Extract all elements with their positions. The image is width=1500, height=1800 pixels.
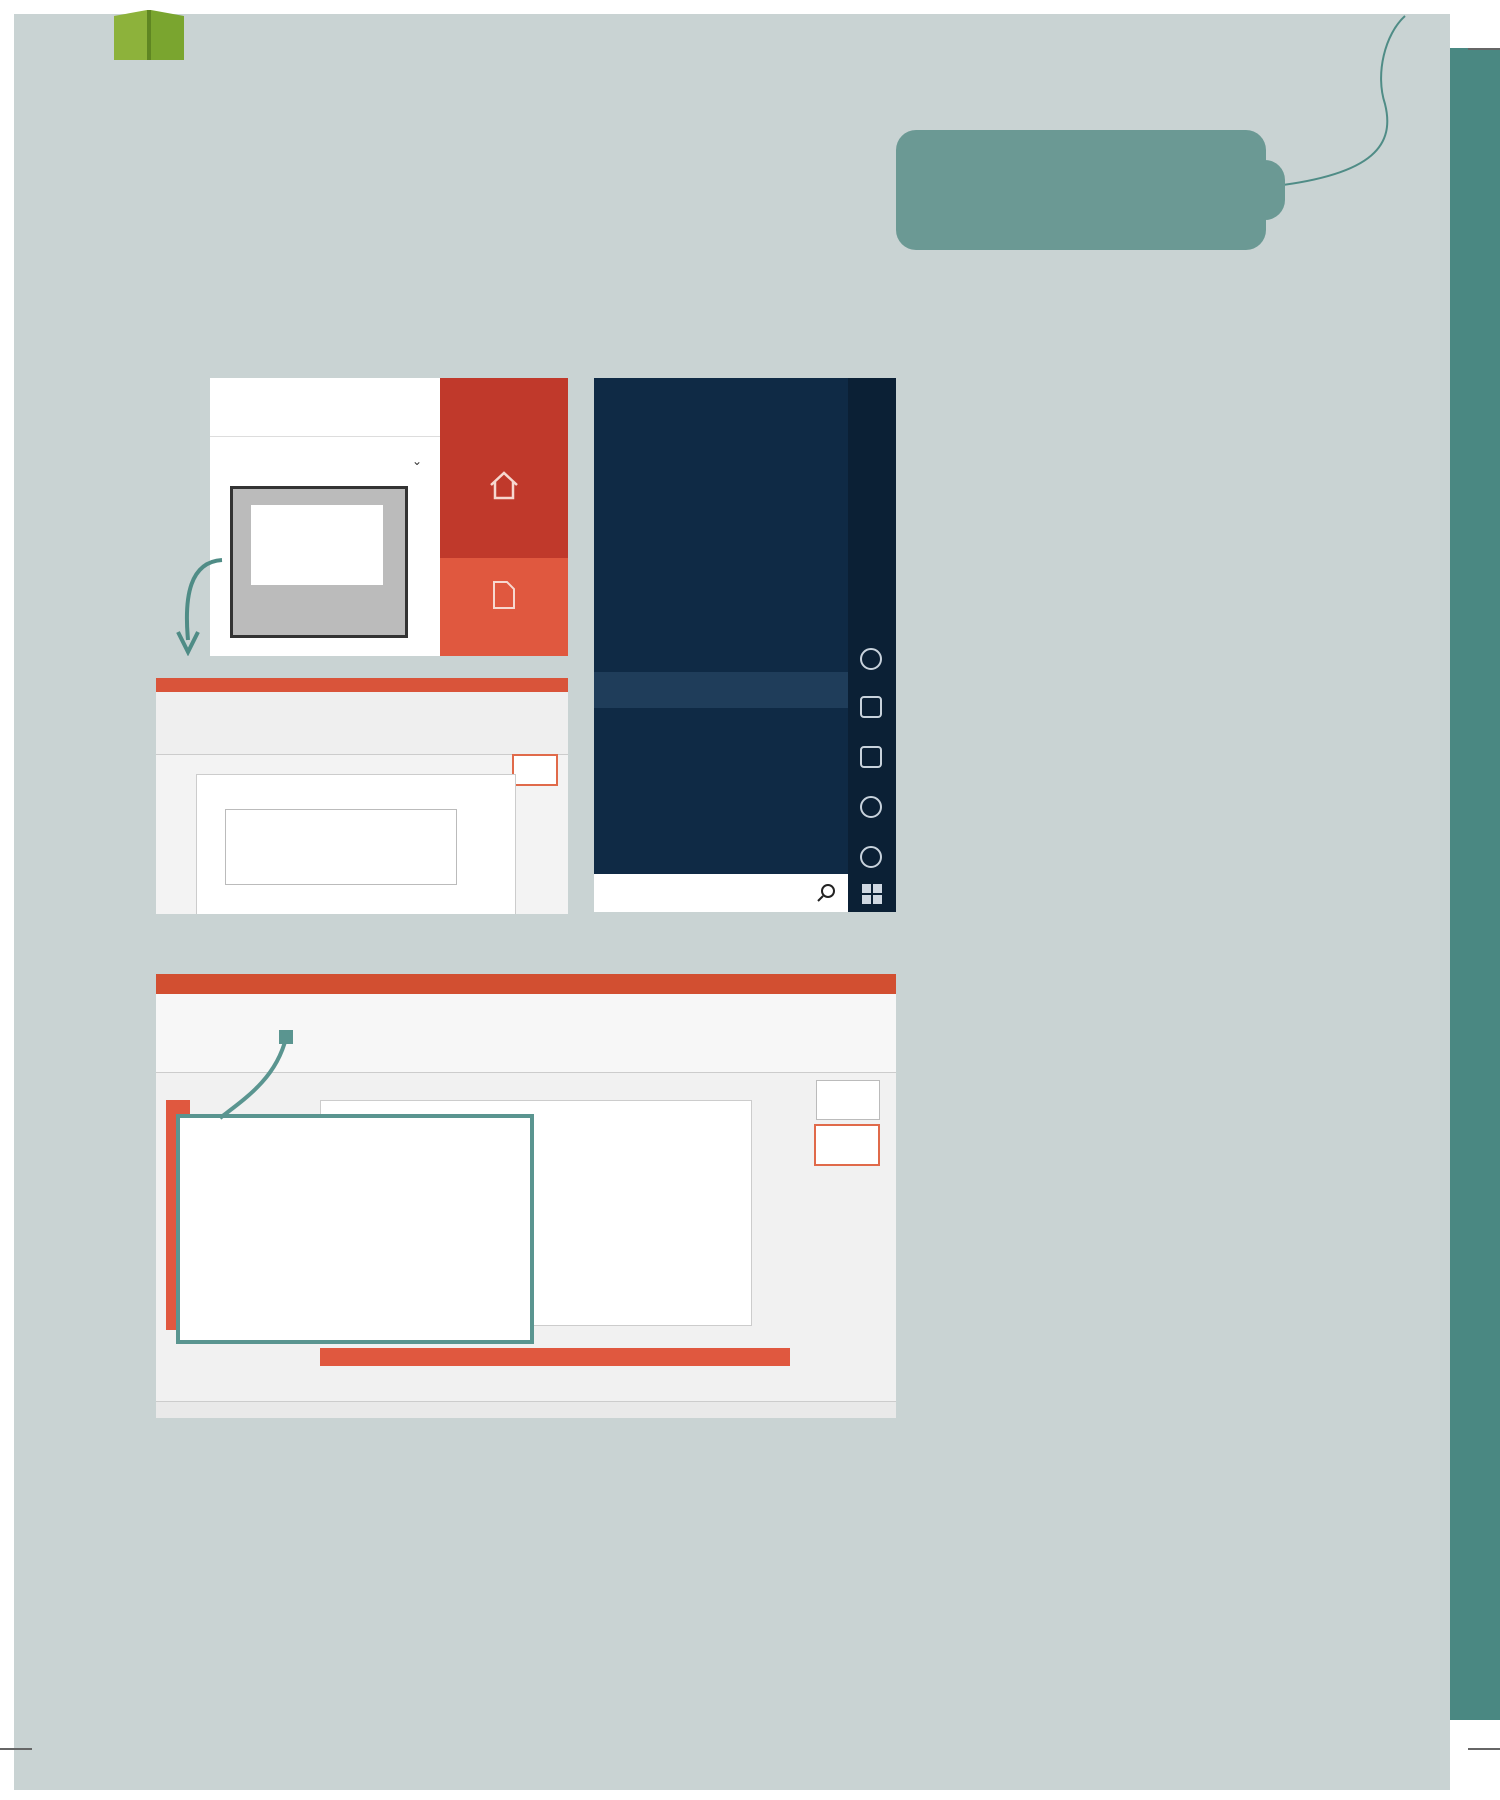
ribbon	[156, 692, 568, 755]
right-edge-strip	[1450, 48, 1500, 1720]
new-file-icon[interactable]	[492, 580, 516, 610]
powerpoint-highlight	[594, 672, 848, 708]
blank-presentation-tile[interactable]	[230, 486, 408, 638]
documents-icon[interactable]	[860, 696, 882, 718]
blank-slide-preview	[251, 505, 383, 585]
title-placeholder-box[interactable]	[225, 809, 457, 885]
powerpoint-start-screenshot	[210, 378, 568, 656]
ministry-dots-logo	[86, 1562, 276, 1618]
themes-gallery	[176, 1114, 534, 1344]
title-bar	[156, 678, 568, 692]
home-icon[interactable]	[488, 470, 520, 500]
ministry-logo	[86, 1562, 276, 1722]
slide-thumbnail[interactable]	[512, 754, 558, 786]
pointer-line	[216, 1028, 296, 1124]
slide-thumbnail[interactable]	[814, 1124, 880, 1166]
decorative-curve	[1265, 14, 1485, 194]
slide-accent-bar	[320, 1348, 790, 1366]
design-tab-screenshot	[156, 974, 896, 1418]
user-icon[interactable]	[860, 648, 882, 670]
crop-mark	[1468, 1748, 1500, 1750]
status-bar	[156, 1401, 896, 1418]
pictures-icon[interactable]	[860, 746, 882, 768]
section-title-tab	[896, 130, 1266, 250]
wajeb-logo	[0, 0, 200, 70]
chevron-down-icon: ⌄	[411, 454, 422, 468]
crop-mark	[0, 1748, 32, 1750]
wajeb-watermark	[500, 810, 1000, 990]
divider	[210, 436, 440, 437]
slide-thumbnail[interactable]	[816, 1080, 880, 1120]
curved-arrow-icon	[170, 556, 230, 656]
book-icon	[110, 6, 188, 64]
slide-canvas	[196, 774, 516, 914]
